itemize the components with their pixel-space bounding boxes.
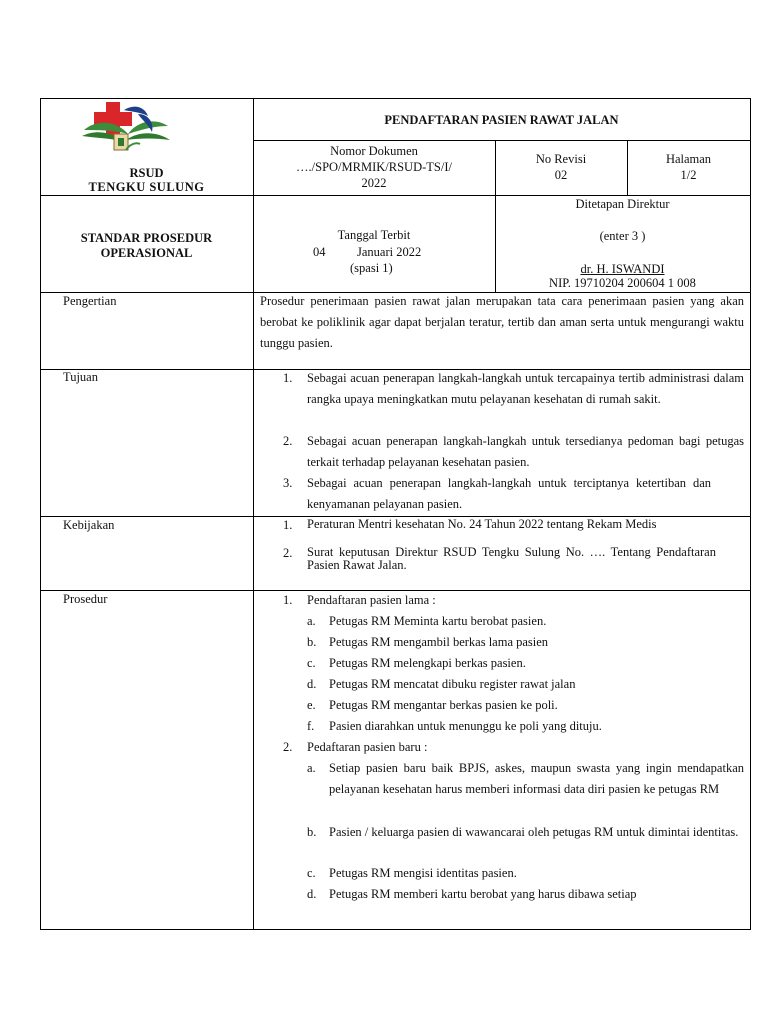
enter-note: (enter 3 ) [599, 229, 646, 243]
tujuan-marker-2: 2. [283, 434, 293, 448]
no-revisi-label: No Revisi [535, 152, 587, 166]
lama-marker-b: b. [307, 635, 317, 649]
hospital-short-name: RSUD [129, 166, 164, 180]
table-border-right [750, 98, 751, 930]
lama-item-b: Petugas RM mengambil berkas lama pasien [329, 635, 549, 649]
tanggal-terbit-label: Tanggal Terbit [337, 228, 411, 242]
lama-item-d: Petugas RM mencatat dibuku register rawat jalan [329, 677, 576, 691]
tujuan-item-1: Sebagai acuan penerapan langkah-langkah untuk tercapainya tertib administrasi dalam rangka upaya meningkatkan mutu pelayanan kesehatan di rumah sakit. [307, 371, 744, 406]
no-revisi-value: 02 [554, 168, 568, 182]
tanggal-terbit-date: Januari 2022 [357, 245, 422, 259]
lama-marker-e: e. [307, 698, 316, 712]
prosedur-lama-title: Pendaftaran pasien lama : [307, 593, 436, 607]
sop-title-line1: STANDAR PROSEDUR [80, 231, 213, 245]
tujuan-item-2: Sebagai acuan penerapan langkah-langkah untuk tersedianya pedoman bagi petugas terkait terhadap pelayanan kesehatan pasien. [307, 434, 744, 469]
kebijakan-marker-1: 1. [283, 518, 293, 532]
kebijakan-label: Kebijakan [63, 518, 115, 532]
table-border-bottom [40, 929, 751, 930]
kebijakan-marker-2: 2. [283, 546, 293, 560]
header-row-line-2 [40, 195, 751, 196]
document-title: PENDAFTARAN PASIEN RAWAT JALAN [384, 113, 619, 127]
lama-item-c: Petugas RM melengkapi berkas pasien. [329, 656, 526, 670]
pengertian-label: Pengertian [63, 294, 117, 308]
prosedur-baru-title: Pedaftaran pasien baru : [307, 740, 428, 754]
baru-item-b: Pasien / keluarga pasien di wawancarai oleh petugas RM untuk dimintai identitas. [329, 825, 739, 839]
baru-marker-c: c. [307, 866, 316, 880]
pengertian-text: Prosedur penerimaan pasien rawat jalan merupakan tata cara penerimaan pasien yang akan berobat ke poliklinik agar dapat berjalan teratur, tertib dan aman serta untuk mengurangi waktu tunggu pasien. [260, 294, 744, 350]
baru-marker-a: a. [307, 761, 316, 775]
baru-marker-d: d. [307, 887, 317, 901]
direktur-name: dr. H. ISWANDI [580, 262, 665, 276]
sop-title-line2: OPERASIONAL [100, 246, 193, 260]
prosedur-label: Prosedur [63, 592, 108, 606]
tujuan-marker-1: 1. [283, 371, 293, 385]
baru-item-c: Petugas RM mengisi identitas pasien. [329, 866, 517, 880]
lama-item-f: Pasien diarahkan untuk menunggu ke poli yang dituju. [329, 719, 602, 733]
header-row-line-1 [253, 140, 751, 141]
prosedur-marker-1: 1. [283, 593, 293, 607]
kebijakan-item-2: Surat keputusan Direktur RSUD Tengku Sulung No. …. Tentang Pendaftaran Pasien Rawat Jalan. [307, 545, 716, 572]
hospital-logo [78, 100, 174, 162]
tujuan-label: Tujuan [63, 370, 98, 384]
halaman-value: 1/2 [680, 168, 697, 182]
lama-item-a: Petugas RM Meminta kartu berobat pasien. [329, 614, 547, 628]
nomor-dokumen-year: 2022 [361, 176, 387, 190]
table-border-top [40, 98, 751, 99]
direktur-nip: NIP. 19710204 200604 1 008 [549, 276, 696, 290]
lama-item-e: Petugas RM mengantar berkas pasien ke poli. [329, 698, 558, 712]
nomor-dokumen-value: …./SPO/MRMIK/RSUD-TS/I/ [296, 160, 452, 174]
prosedur-marker-2: 2. [283, 740, 293, 754]
kebijakan-item-1: Peraturan Mentri kesehatan No. 24 Tahun 2022 tentang Rekam Medis [307, 517, 657, 531]
lama-marker-a: a. [307, 614, 316, 628]
baru-item-a: Setiap pasien baru baik BPJS, askes, maupun swasta yang ingin mendapatkan pelayanan kesehatan harus memberi informasi data diri pasien ke petugas RM [329, 761, 744, 796]
hospital-name: TENGKU SULUNG [88, 180, 205, 194]
lama-marker-c: c. [307, 656, 316, 670]
table-border-left [40, 98, 41, 930]
lama-marker-d: d. [307, 677, 317, 691]
baru-item-d: Petugas RM memberi kartu berobat yang harus dibawa setiap [329, 887, 637, 901]
tujuan-marker-3: 3. [283, 476, 293, 490]
column-divider [253, 98, 254, 930]
tujuan-item-3: Sebagai acuan penerapan langkah-langkah untuk terciptanya ketertiban dan kenyamanan pelayanan pasien. [307, 476, 711, 511]
tanggal-terbit-day: 04 [313, 245, 326, 259]
tanggal-terbit-note: (spasi 1) [350, 261, 393, 275]
baru-marker-b: b. [307, 825, 317, 839]
nomor-dokumen-label: Nomor Dokumen [330, 144, 418, 158]
row-line-prosedur [40, 590, 751, 591]
ditetapan-direktur-label: Ditetapan Direktur [575, 197, 670, 211]
halaman-label: Halaman [665, 152, 712, 166]
lama-marker-f: f. [307, 719, 315, 733]
